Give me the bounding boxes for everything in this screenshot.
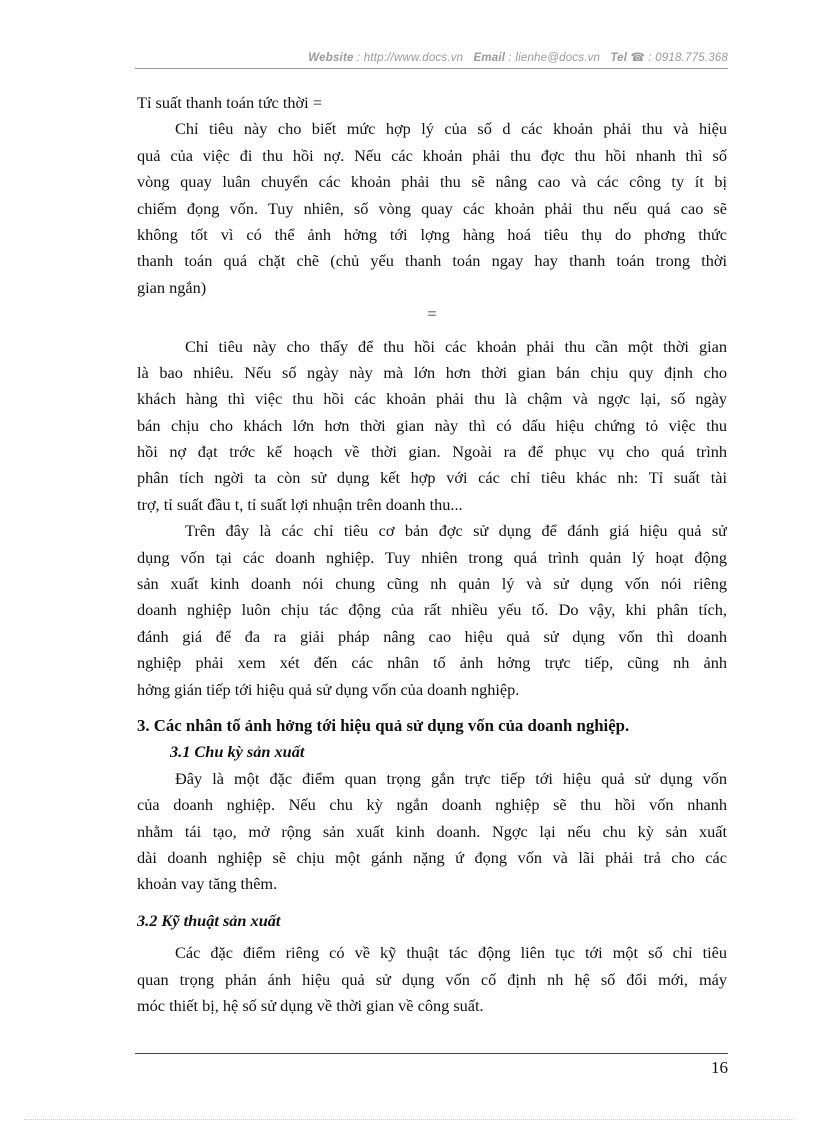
- text-line: khoản vay tăng thêm.: [137, 874, 278, 894]
- formula-collection-period: =: [427, 304, 437, 324]
- page-header: [135, 50, 728, 64]
- subsection-heading-3-2: 3.2 Kỹ thuật sản xuất: [137, 910, 281, 930]
- text-line: gian ngắn): [137, 277, 207, 297]
- text-line: nhằm tái tạo, mở rộng sản xuất kinh doanh. Ngợc lại nếu chu kỳ sản xuất: [137, 821, 727, 841]
- text-line: Các đặc điểm riêng có về kỹ thuật tác động liên tục tới một số chỉ tiêu: [175, 943, 727, 963]
- text-line: của doanh nghiệp. Nếu chu kỳ ngắn doanh nghiệp sẽ thu hồi vốn nhanh: [137, 795, 727, 815]
- paragraph-receivable-turnover: [137, 116, 727, 301]
- subsection-heading-3-1: 3.1 Chu kỳ sản xuất: [170, 742, 305, 762]
- website-url: : http://www.docs.vn: [357, 52, 464, 64]
- text-line: Chỉ tiêu này cho thấy để thu hồi các khoản phải thu cần một thời gian: [185, 336, 727, 356]
- text-line: là bao nhiêu. Nếu số ngày này mà lớn hơn thời gian bán chịu quy định cho: [137, 362, 727, 382]
- text-line: quan trọng phản ánh hiệu quả sử dụng vốn cố định nh hệ số đổi mới, máy: [137, 969, 727, 989]
- text-line: dài doanh nghiệp sẽ chịu một gánh nặng ứ đọng vốn và lãi phải trả cho các: [137, 847, 727, 867]
- text-line: đánh giá để đa ra giải pháp nâng cao hiệu quả sử dụng vốn thì doanh: [137, 626, 727, 646]
- text-line: thanh toán quá chặt chẽ (chủ yếu thanh toán ngay hay thanh toán trong thời: [137, 251, 727, 271]
- email-label: Email: [473, 52, 506, 64]
- page-bottom-border: [24, 1119, 794, 1120]
- text-line: bán chịu cho khách lớn hơn thời gian này thì có dấu hiệu chứng tỏ việc thu: [137, 415, 727, 435]
- website-label: Website: [308, 52, 354, 64]
- text-line: dụng vốn tại các doanh nghiệp. Tuy nhiên trong quá trình quản lý hoạt động: [137, 547, 727, 567]
- text-line: hởng gián tiếp tới hiệu quả sử dụng vốn của doanh nghiệp.: [137, 679, 520, 699]
- text-line: vòng quay luân chuyển các khoản phải thu sẽ nâng cao và các công ty ít bị: [137, 172, 727, 192]
- text-line: khách hàng thì việc thu hồi các khoản phải thu là chậm và ngợc lại, số ngày: [137, 389, 727, 409]
- text-line: móc thiết bị, hệ số sử dụng về thời gian về công suất.: [137, 995, 484, 1015]
- text-line: Chỉ tiêu này cho biết mức hợp lý của số d các khoản phải thu và hiệu: [175, 119, 727, 139]
- text-line: Trên đây là các chỉ tiêu cơ bản đợc sử dụng để đánh giá hiệu quả sử: [185, 521, 727, 541]
- text-line: sản xuất kinh doanh nói chung cũng nh quản lý và sử dụng vốn nói riêng: [137, 574, 727, 594]
- text-line: Đây là một đặc điểm quan trọng gắn trực tiếp tới hiệu quả sử dụng vốn: [175, 768, 727, 788]
- text-line: quả của việc đi thu hồi nợ. Nếu các khoản phải thu đợc thu hồi nhanh thì số: [137, 145, 727, 165]
- email-address: : lienhe@docs.vn: [508, 52, 601, 64]
- text-line: doanh nghiệp luôn chịu tác động của rất nhiều yếu tố. Do vậy, khi phân tích,: [137, 600, 727, 620]
- header-divider: [135, 68, 728, 69]
- text-line: phân tích ngời ta còn sử dụng kết hợp với các chỉ tiêu khác nh: Tỉ suất tài: [137, 468, 727, 488]
- text-line: không tốt vì có thể ảnh hởng tới lợng hàng hoá tiêu thụ do phơng thức: [137, 224, 727, 244]
- paragraph-collection-period: [137, 334, 727, 519]
- document-body: [137, 90, 727, 1019]
- footer-divider: [135, 1053, 728, 1054]
- section-heading-3: 3. Các nhân tố ảnh hởng tới hiệu quả sử dụng vốn của doanh nghiệp.: [137, 715, 630, 735]
- text-line: chiếm đọng vốn. Tuy nhiên, số vòng quay các khoản phải thu nếu quá cao sẽ: [137, 198, 727, 218]
- tel-number: ☎ : 0918.775.368: [630, 52, 728, 64]
- paragraph-production-technique: [137, 940, 727, 1019]
- formula-quick-ratio: Tỉ suất thanh toán tức thời =: [137, 93, 322, 112]
- page-number: 16: [711, 1058, 728, 1077]
- text-line: hồi nợ đạt trớc kế hoạch về thời gian. Ngoài ra để phục vụ cho quá trình: [137, 442, 727, 462]
- tel-label: Tel: [610, 52, 628, 64]
- paragraph-production-cycle: [137, 766, 727, 898]
- text-line: nghiệp phải xem xét đến các nhân tố ảnh hởng trực tiếp, cũng nh ảnh: [137, 653, 727, 673]
- text-line: trợ, tỉ suất đầu t, tỉ suất lợi nhuận trên doanh thu...: [137, 494, 463, 514]
- paragraph-summary: [137, 518, 727, 703]
